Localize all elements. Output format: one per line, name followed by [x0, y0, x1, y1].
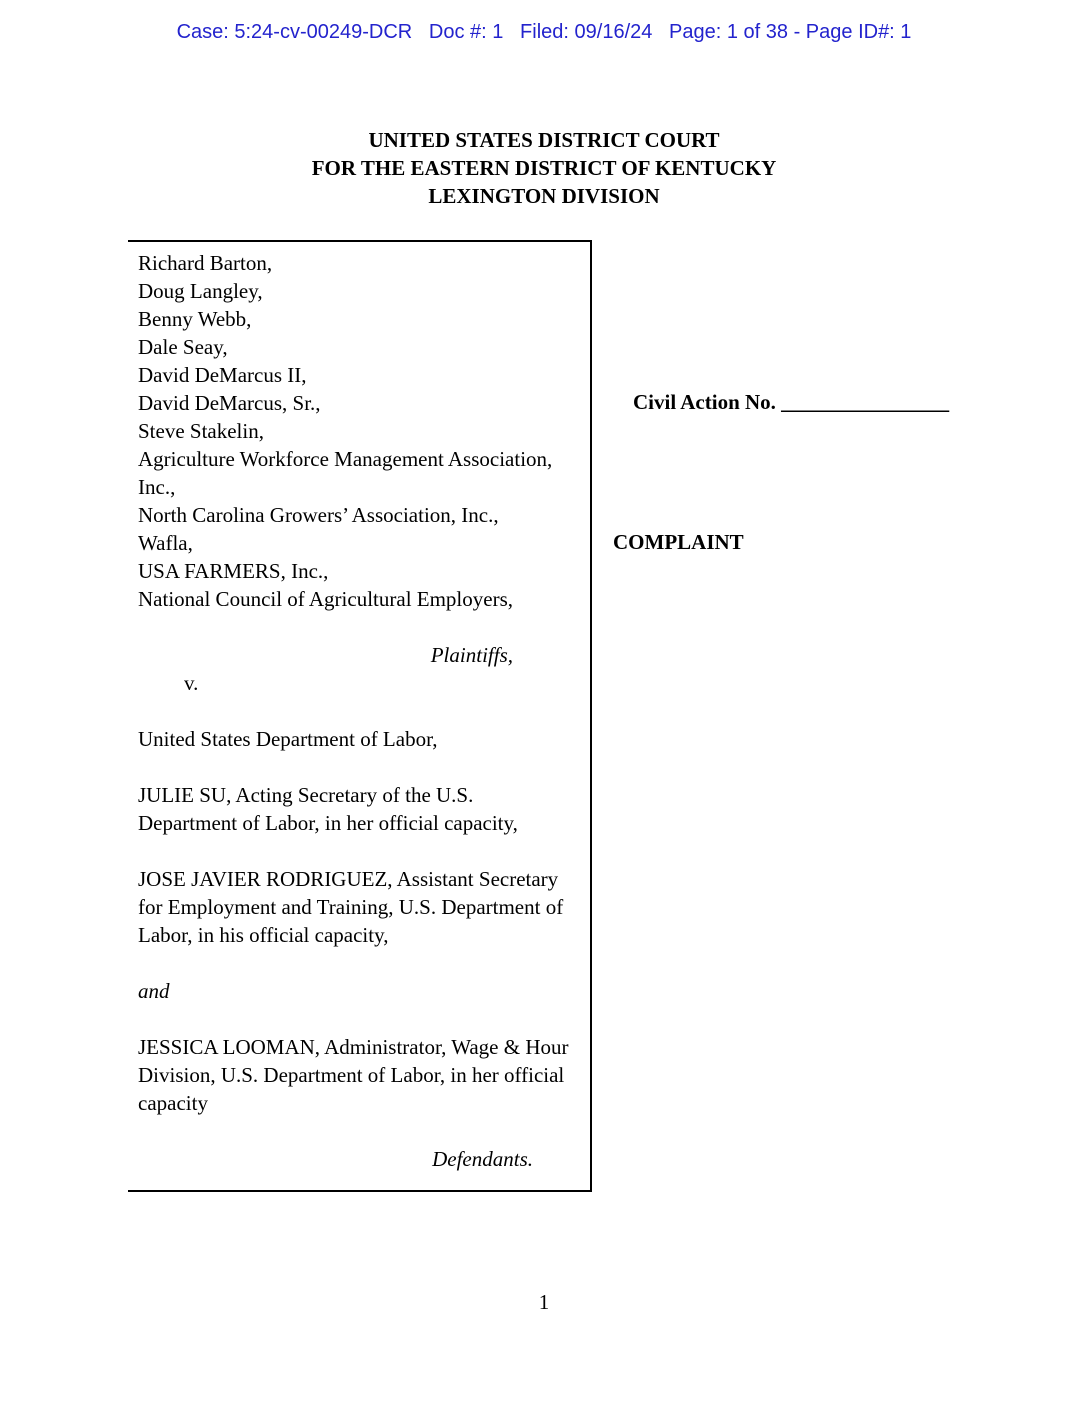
caption-line: David DeMarcus, Sr.,: [138, 391, 321, 415]
caption-line: [128, 697, 590, 725]
caption-line: Labor, in his official capacity,: [138, 923, 389, 947]
ecf-header-stamp: Case: 5:24-cv-00249-DCR Doc #: 1 Filed: 09/16/24 Page: 1 of 38 - Page ID#: 1: [176, 21, 912, 43]
caption-line: [128, 837, 590, 865]
caption-line: JULIE SU, Acting Secretary of the U.S.: [138, 783, 474, 807]
document-title-complaint: COMPLAINT: [613, 530, 744, 554]
caption-line: JESSICA LOOMAN, Administrator, Wage & Hour: [138, 1035, 569, 1059]
court-district: FOR THE EASTERN DISTRICT OF KENTUCKY: [311, 156, 777, 180]
caption-line: USA FARMERS, Inc.,: [138, 559, 329, 583]
caption-line: Agriculture Workforce Management Association,: [138, 447, 553, 471]
caption-line: Wafla,: [138, 531, 193, 555]
caption-line: [128, 613, 590, 641]
caption-line: v.: [184, 671, 199, 695]
caption-line: for Employment and Training, U.S. Department of: [138, 895, 564, 919]
court-heading: [0, 126, 1088, 210]
page-number: 1: [538, 1290, 550, 1314]
caption-line: North Carolina Growers’ Association, Inc.,: [138, 503, 499, 527]
caption-line: [128, 753, 590, 781]
caption-line: Department of Labor, in her official capacity,: [138, 811, 518, 835]
caption-line: [128, 1005, 590, 1033]
caption-line: JOSE JAVIER RODRIGUEZ, Assistant Secretary: [138, 867, 559, 891]
caption-line: National Council of Agricultural Employers,: [138, 587, 514, 611]
caption-line: capacity: [138, 1091, 208, 1115]
caption-line: David DeMarcus II,: [138, 363, 307, 387]
caption-line: Steve Stakelin,: [138, 419, 264, 443]
caption-line: Inc.,: [138, 475, 176, 499]
caption-line: Doug Langley,: [138, 279, 263, 303]
caption-line: Richard Barton,: [138, 251, 273, 275]
caption-line: Dale Seay,: [138, 335, 228, 359]
court-division: LEXINGTON DIVISION: [428, 184, 660, 208]
case-caption-box: [128, 240, 592, 1192]
caption-line: Division, U.S. Department of Labor, in her official: [138, 1063, 565, 1087]
caption-line: and: [138, 979, 170, 1003]
civil-action-number: Civil Action No. ________________: [633, 390, 950, 414]
caption-line: Benny Webb,: [138, 307, 252, 331]
caption-line: Defendants.: [432, 1147, 533, 1171]
caption-line: [128, 1117, 590, 1145]
caption-line: Plaintiffs,: [430, 643, 513, 667]
court-name: UNITED STATES DISTRICT COURT: [368, 128, 720, 152]
caption-line: [128, 949, 590, 977]
caption-line: United States Department of Labor,: [138, 727, 438, 751]
